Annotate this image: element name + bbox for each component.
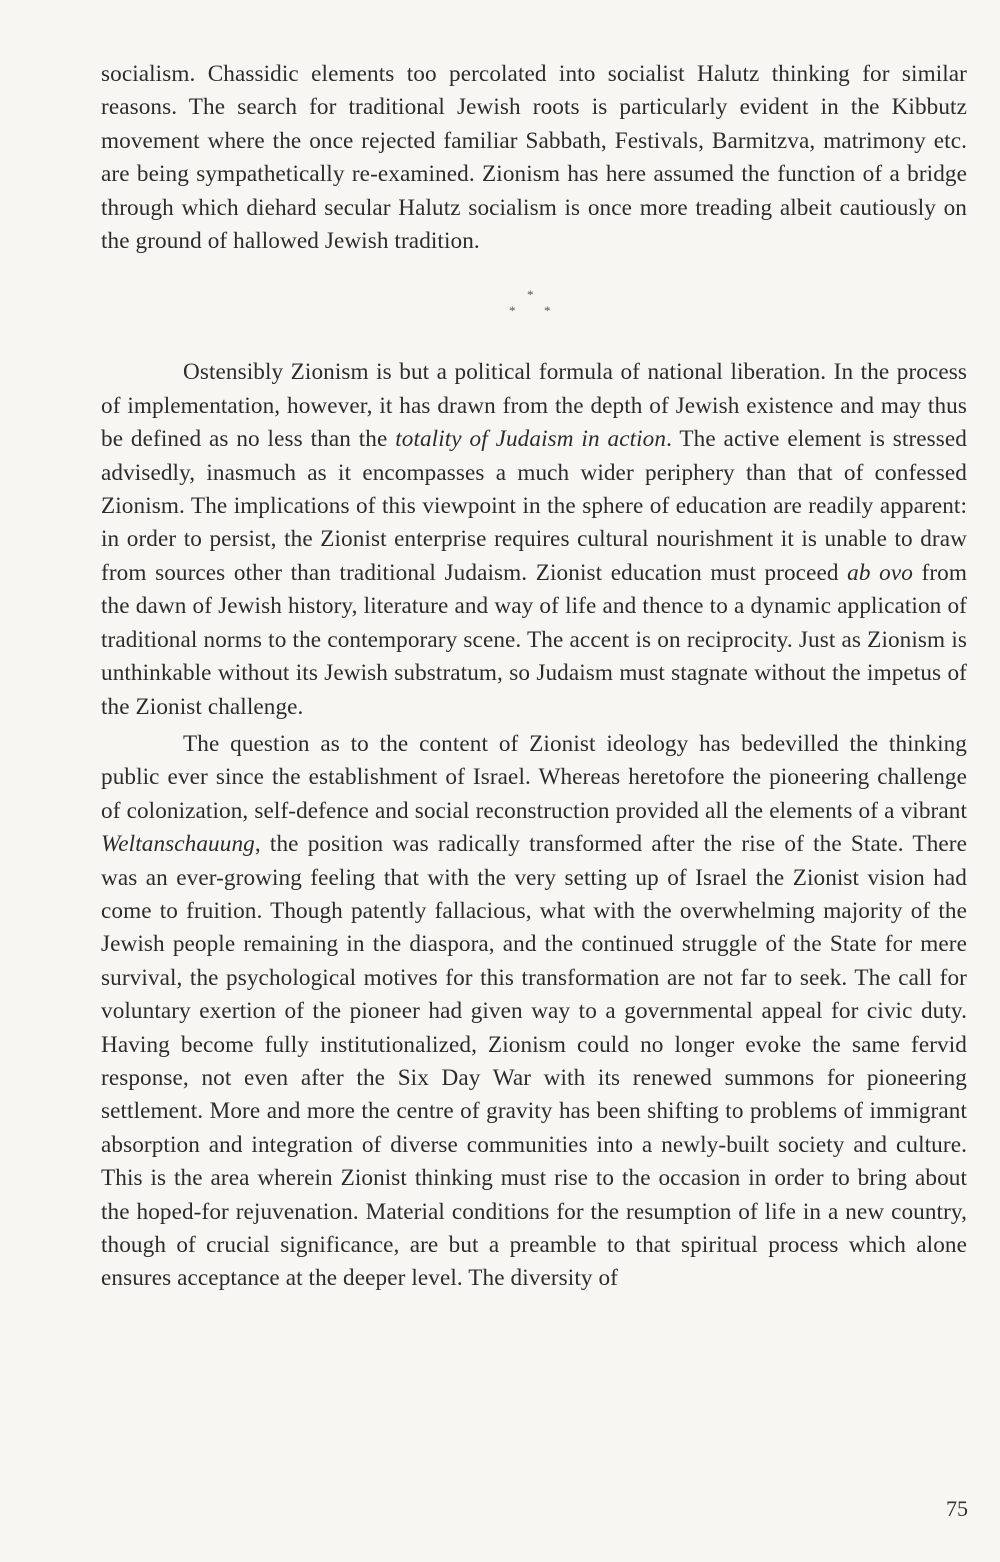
asterisk-bottom-right: * bbox=[544, 303, 551, 319]
p2-text-c: . The active element is stressed advisedly, inasmuch as it encompasses a much wider periphery than that of confessed Zionism. The implications of this viewpoint in the sphere of education are readily apparent: in order to persist, the Zionist enterprise requires cultural nourishment it is unable to draw from sources other than traditional Judaism. Zionist education must proceed bbox=[101, 426, 967, 586]
section-break-asterism bbox=[101, 270, 967, 354]
p2-italic-ab-ovo: ab ovo bbox=[847, 559, 913, 586]
paragraph-zionism-formula bbox=[101, 356, 967, 723]
page-number: 75 bbox=[946, 1496, 968, 1521]
asterisk-bottom-left: * bbox=[509, 303, 516, 319]
paragraph-continued: socialism. Chassidic elements too percolated into socialist Halutz thinking for similar reasons. The search for traditional Jewish roots is particularly evident in the Kibbutz movement where the once rejected familiar Sabbath, Festivals, Barmitzva, matrimony etc. are being sympathetically re-examined. Zionism has here assumed the function of a bridge through which diehard secular Halutz socialism is once more treading albeit cautiously on the ground of hallowed Jewish tradition. bbox=[101, 61, 967, 255]
paragraph-zionist-ideology bbox=[101, 728, 967, 1296]
p2-italic-totality: totality of Judaism in action bbox=[395, 426, 667, 453]
page-content bbox=[101, 58, 967, 1538]
p3-italic-weltanschauung: Weltanschauung bbox=[101, 831, 255, 858]
p3-text-a: The question as to the content of Zionist ideology has bedevilled the thinking public ever since the establishment of Israel. Whereas heretofore the pioneering challenge of colonization, self-defence and social reconstruction provided all the elements of a vibrant bbox=[101, 730, 967, 824]
p2-text-a: Ostensibly Zionism is but a political formula of national liberation. In the process of implementation, however, it has drawn from the depth of Jewish existence and may thus be defined as no less than the bbox=[101, 359, 967, 453]
p2-text-e: from the dawn of Jewish history, literature and way of life and thence to a dynamic application of traditional norms to the contemporary scene. The accent is on reciprocity. Just as Zionism is unthinkable without its Jewish substratum, so Judaism must stagnate without the impetus of the Zionist challenge. bbox=[101, 559, 967, 720]
asterisk-top: * bbox=[527, 287, 534, 303]
p3-text-c: , the position was radically transformed after the rise of the State. There was an ever-growing feeling that with the very setting up of Israel the Zionist vision had come to fruition. Though patently fallacious, what with the overwhelming majority of the Jewish people remaining in the diaspora, and the continued struggle of the State for mere survival, the psychological motives for this transformation are not far to seek. The call for voluntary exertion of the pioneer had given way to a governmental appeal for civic duty. Having become fully institutionalized, Zionism could no longer evoke the same fervid response, not even after the Six Day War with its renewed summons for pioneering settlement. More and more the centre of gravity has been shifting to problems of immigrant absorption and integration of diverse communities into a newly-built society and culture. This is the area wherein Zionist thinking must rise to the occasion in order to bring about the hoped-for rejuvenation. Material conditions for the resumption of life in a new country, though of crucial significance, are but a preamble to that spiritual process which alone ensures acceptance at the deeper level. The diversity of bbox=[101, 831, 967, 1292]
